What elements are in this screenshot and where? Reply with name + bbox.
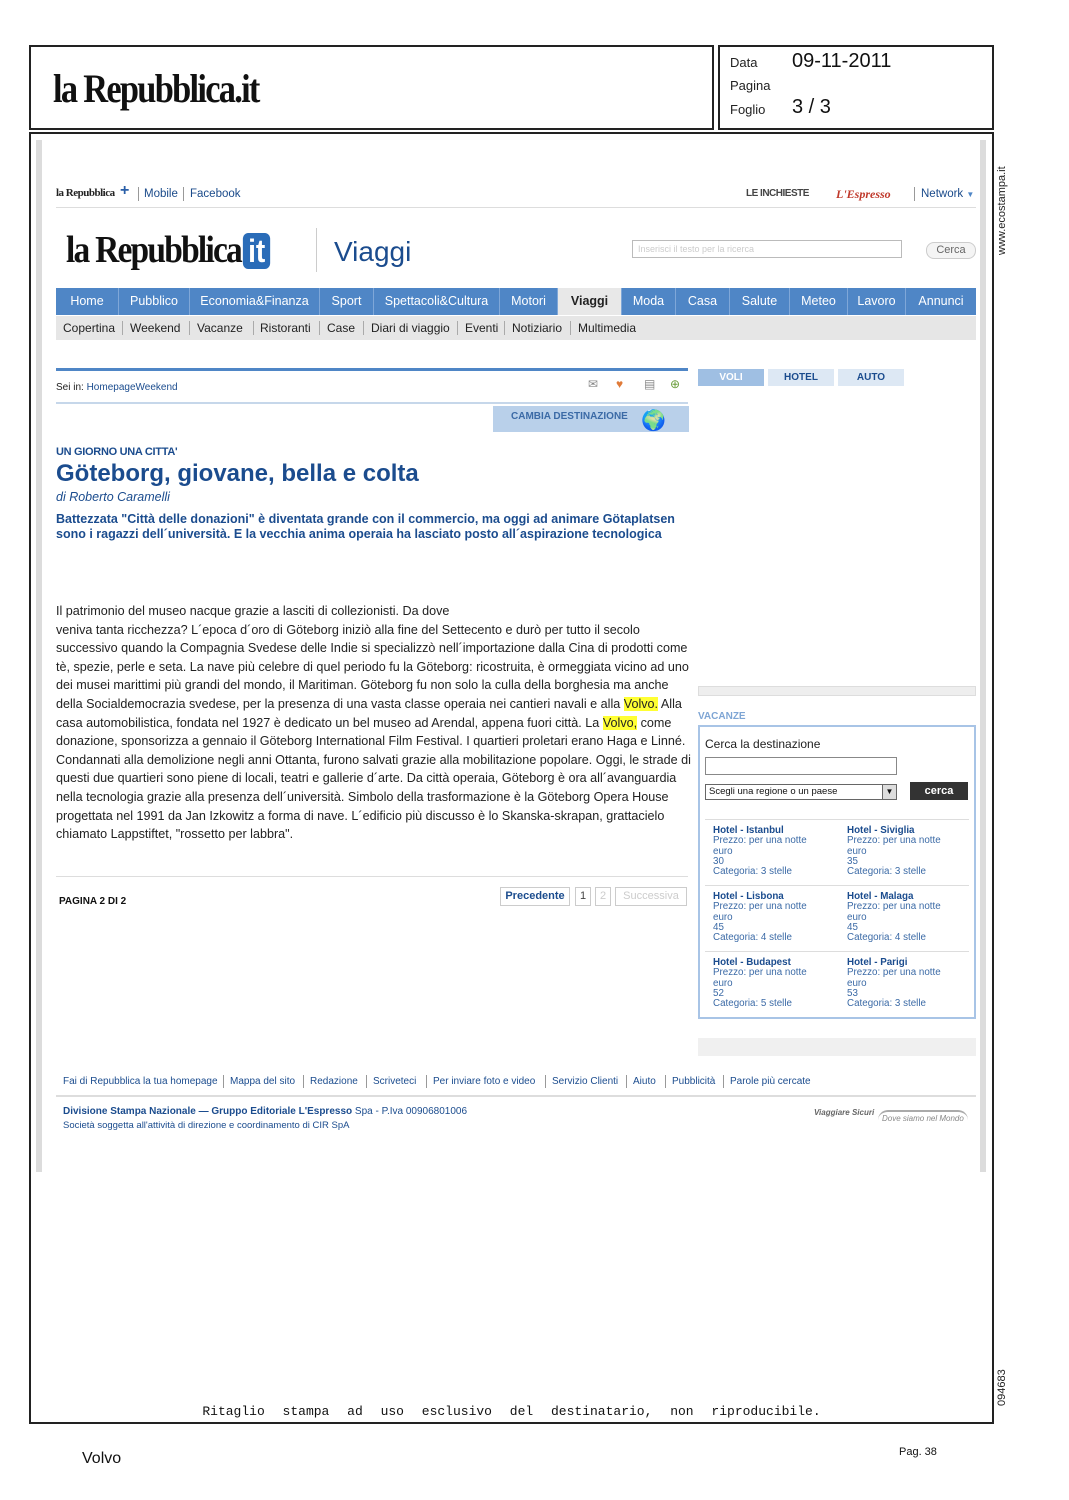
divider bbox=[705, 951, 969, 952]
footer-link-mappa[interactable]: Mappa del sito bbox=[230, 1076, 296, 1087]
separator bbox=[253, 321, 254, 335]
separator bbox=[223, 1075, 224, 1088]
tab-hotel[interactable]: HOTEL bbox=[768, 369, 834, 386]
inchieste-link[interactable]: LE INCHIESTE bbox=[746, 188, 809, 199]
separator bbox=[366, 1075, 367, 1088]
separator bbox=[183, 187, 184, 201]
separator bbox=[723, 1075, 724, 1088]
highlight-keyword: Volvo. bbox=[623, 696, 659, 711]
heart-icon[interactable]: ♥ bbox=[616, 377, 624, 391]
mini-logo[interactable]: la Repubblica bbox=[56, 187, 115, 199]
subnav-notiziario[interactable]: Notiziario bbox=[512, 321, 563, 335]
hotel-currency: euro bbox=[847, 911, 867, 923]
divider bbox=[705, 819, 969, 820]
hotel-category: Categoria: 3 stelle bbox=[713, 866, 792, 878]
vacanze-box bbox=[698, 725, 976, 1019]
separator bbox=[138, 187, 139, 201]
separator bbox=[914, 187, 915, 201]
hotel-price-label: Prezzo: per una notte bbox=[713, 901, 807, 913]
espresso-link[interactable]: L'Espresso bbox=[836, 187, 891, 201]
page-2-button[interactable]: 2 bbox=[595, 887, 611, 906]
meta-date-label: Data bbox=[730, 55, 758, 70]
article-body bbox=[56, 602, 696, 844]
separator bbox=[626, 1075, 627, 1088]
footer-division-name: Divisione Stampa Nazionale — Gruppo Editoriale L'Espresso bbox=[63, 1106, 353, 1117]
article-kicker: UN GIORNO UNA CITTA' bbox=[56, 446, 178, 458]
footer-page-number: Pag. 38 bbox=[899, 1446, 937, 1458]
nav-annunci[interactable]: Annunci bbox=[918, 294, 964, 308]
hotel-name: Hotel - Istanbul bbox=[713, 825, 784, 836]
hotel-card-istanbul[interactable] bbox=[713, 826, 838, 877]
main-nav bbox=[56, 288, 976, 315]
subnav-ristoranti[interactable]: Ristoranti bbox=[260, 321, 311, 335]
section-title: Viaggi bbox=[334, 236, 412, 267]
mail-icon[interactable]: ✉ bbox=[588, 377, 599, 391]
separator bbox=[504, 321, 505, 335]
divider bbox=[56, 207, 976, 208]
nav-economia[interactable]: Economia&Finanza bbox=[190, 288, 320, 315]
viaggiare-sicuri-logo[interactable]: Viaggiare Sicuri bbox=[814, 1108, 875, 1117]
subnav-multimedia[interactable]: Multimedia bbox=[578, 321, 637, 335]
hotel-name: Hotel - Lisbona bbox=[713, 891, 784, 902]
footer-link-aiuto[interactable]: Aiuto bbox=[633, 1076, 656, 1087]
subnav-case[interactable]: Case bbox=[327, 321, 356, 335]
nav-viaggi[interactable]: Viaggi bbox=[558, 288, 622, 315]
body-text-2: Alla casa automobilistica, fondata nel 1927 è dedicato un bel museo ad Arendal, appena fuori città. La bbox=[56, 696, 682, 730]
mobile-link[interactable]: Mobile bbox=[144, 188, 178, 200]
destination-label: Cerca la destinazione bbox=[705, 737, 821, 751]
hotel-category: Categoria: 4 stelle bbox=[847, 932, 926, 944]
nav-sport[interactable]: Sport bbox=[320, 288, 374, 315]
globe-icon: 🌍 bbox=[641, 410, 666, 432]
hotel-currency: euro bbox=[713, 911, 733, 923]
next-button[interactable]: Successiva bbox=[615, 887, 687, 906]
chevron-down-icon: ▼ bbox=[882, 785, 896, 799]
separator bbox=[457, 321, 458, 335]
hotel-price-label: Prezzo: per una notte bbox=[847, 967, 941, 979]
search-input[interactable]: Inserisci il testo per la ricerca bbox=[632, 240, 902, 258]
side-code bbox=[995, 1370, 1011, 1406]
hotel-name: Hotel - Budapest bbox=[713, 957, 791, 968]
webpage-screenshot bbox=[36, 140, 986, 1172]
footer-link-pubblicita[interactable]: Pubblicità bbox=[672, 1076, 716, 1087]
footer-link-scriveteci[interactable]: Scriveteci bbox=[373, 1076, 417, 1087]
hotel-price-label: Prezzo: per una notte bbox=[847, 901, 941, 913]
chevron-down-icon: ▼ bbox=[966, 190, 975, 199]
hotel-name: Hotel - Parigi bbox=[847, 957, 908, 968]
footer-keyword: Volvo bbox=[82, 1450, 122, 1467]
subnav-weekend[interactable]: Weekend bbox=[130, 321, 181, 335]
hotel-currency: euro bbox=[847, 845, 867, 857]
hotel-price: 45 bbox=[847, 921, 858, 933]
hotel-price-label: Prezzo: per una notte bbox=[847, 835, 941, 847]
breadcrumb-bar bbox=[56, 368, 688, 402]
change-destination-label: CAMBIA DESTINAZIONE bbox=[511, 411, 628, 422]
tab-voli[interactable]: VOLI bbox=[698, 369, 764, 386]
subnav-vacanze[interactable]: Vacanze bbox=[197, 321, 243, 335]
hotel-card-siviglia[interactable] bbox=[847, 826, 972, 877]
hotel-card-parigi[interactable] bbox=[847, 958, 972, 1009]
nav-casa[interactable]: Casa bbox=[676, 288, 730, 315]
body-text-1: veniva tanta ricchezza? L´epoca d´oro di Göteborg iniziò alla fine del Settecento e durò per tutto il secolo successivo quando la Compagnia Svedese delle Indie si specializzò nell´importazione dalla Cina di prodotti come tè, spezie, perle e seta. La nave più celebre di quel periodo fu la Göteborg: ricostruita, è ormeggiata vicino ad uno dei musei marittimi più grandi del mondo, il Maritiman. Göteborg fu non solo la culla della borghesia ma anche della Socialdemocrazia svedese, per la presenza di una vasta classe operaia nei cantieri navali e alla bbox=[56, 622, 689, 711]
footer-link-servizio[interactable]: Servizio Clienti bbox=[552, 1076, 619, 1087]
hotel-price-label: Prezzo: per una notte bbox=[713, 835, 807, 847]
footer-link-foto[interactable]: Per inviare foto e video bbox=[433, 1076, 536, 1087]
vacanze-title: VACANZE bbox=[698, 711, 746, 722]
hotel-card-malaga[interactable] bbox=[847, 892, 972, 943]
separator bbox=[665, 1075, 666, 1088]
breadcrumb-current[interactable]: Weekend bbox=[135, 382, 178, 393]
article-byline: di Roberto Caramelli bbox=[56, 490, 170, 504]
tab-auto[interactable]: AUTO bbox=[838, 369, 904, 386]
nav-home[interactable]: Home bbox=[56, 288, 119, 315]
side-code-text: 094683 bbox=[996, 1369, 1008, 1406]
separator bbox=[363, 321, 364, 335]
nav-lavoro[interactable]: Lavoro bbox=[848, 288, 906, 315]
divider bbox=[705, 885, 969, 886]
destination-input[interactable] bbox=[705, 757, 897, 775]
region-select-value: Scegli una regione o un paese bbox=[709, 786, 838, 797]
hotel-price: 45 bbox=[713, 921, 724, 933]
breadcrumb bbox=[56, 382, 178, 393]
network-label: Network bbox=[921, 188, 964, 200]
clipping-meta bbox=[718, 45, 994, 130]
hotel-price: 53 bbox=[847, 987, 858, 999]
change-destination-button[interactable] bbox=[493, 406, 689, 432]
hotel-currency: euro bbox=[713, 977, 733, 989]
hotel-name: Hotel - Siviglia bbox=[847, 825, 915, 836]
divider bbox=[56, 402, 688, 404]
print-icon[interactable]: ▤ bbox=[644, 377, 656, 391]
nav-motori[interactable]: Motori bbox=[500, 288, 558, 315]
reproduction-notice: Ritaglio stampa ad uso esclusivo del destinatario, non riproducibile. bbox=[202, 1404, 821, 1419]
prev-button[interactable]: Precedente bbox=[500, 887, 570, 906]
pagination-label: PAGINA 2 DI 2 bbox=[59, 896, 127, 907]
sub-nav bbox=[56, 316, 976, 340]
breadcrumb-home[interactable]: Homepage bbox=[86, 382, 136, 393]
network-menu[interactable] bbox=[921, 188, 974, 200]
nav-moda[interactable]: Moda bbox=[622, 288, 676, 315]
hotel-price-label: Prezzo: per una notte bbox=[713, 967, 807, 979]
dove-siamo-logo[interactable]: Dove siamo nel Mondo bbox=[878, 1110, 968, 1123]
hotel-category: Categoria: 3 stelle bbox=[847, 866, 926, 878]
hotel-category: Categoria: 4 stelle bbox=[713, 932, 792, 944]
footer-link-redazione[interactable]: Redazione bbox=[310, 1076, 358, 1087]
separator bbox=[545, 1075, 546, 1088]
body-line-1: Il patrimonio del museo nacque grazie a lasciti di collezionisti. Da dove bbox=[56, 604, 450, 618]
nav-spettacoli[interactable]: Spettacoli&Cultura bbox=[374, 288, 500, 315]
hotel-price: 30 bbox=[713, 855, 724, 867]
page-1-button[interactable]: 1 bbox=[575, 887, 591, 906]
site-logo-text: la Repubblica bbox=[66, 229, 242, 271]
sidebar-strip bbox=[698, 1038, 976, 1056]
footer-link-parole[interactable]: Parole più cercate bbox=[730, 1076, 811, 1087]
sidebar-strip bbox=[698, 686, 976, 696]
clipping-header bbox=[29, 45, 714, 130]
footer-society: Società soggetta all'attività di direzione e coordinamento di CIR SpA bbox=[63, 1120, 350, 1131]
separator bbox=[303, 1075, 304, 1088]
body-text-3: come donazione, sponsorizza a gennaio il Göteborg International Film Festival. I quartieri proletari erano Haga e Linné. Condannati alla demolizione negli anni Ottanta, furono salvati grazie alla mobilitazione popolare. Oggi, le strade di questi due quartieri sono piene di locali, teatri e gallerie d´arte. Da città operaia, Göteborg è ora all´avanguardia nella tecnologia grazie alla presenza dell´università. Simbolo della trasformazione è la Göteborg Opera House progettata nel 1991 da Jan Izkowitz a forma di nave. L´edificio più discusso è lo Skanska-skrapan, grattacielo chiamato Lappstiftet, "rossetto per labbra". bbox=[56, 715, 691, 842]
hotel-currency: euro bbox=[713, 845, 733, 857]
separator bbox=[426, 1075, 427, 1088]
region-select[interactable] bbox=[705, 784, 897, 800]
footer-vat: Spa - P.Iva 00906801006 bbox=[354, 1106, 468, 1117]
article-title: Göteborg, giovane, bella e colta bbox=[56, 460, 419, 487]
article-summary: Battezzata "Città delle donazioni" è diventata grande con il commercio, ma oggi ad animare Götaplatsen sono i ragazzi dell´università. E la vecchia anima operaia ha lasciato posto all´aspirazione tecnologica bbox=[56, 512, 675, 541]
nav-meteo[interactable]: Meteo bbox=[790, 288, 848, 315]
side-url bbox=[995, 145, 1011, 255]
separator bbox=[122, 321, 123, 335]
divider bbox=[56, 876, 688, 877]
footer-links bbox=[56, 1072, 976, 1092]
separator bbox=[570, 321, 571, 335]
meta-page-label: Pagina bbox=[730, 78, 771, 93]
plus-icon: + bbox=[120, 182, 130, 199]
hotel-currency: euro bbox=[847, 977, 867, 989]
meta-date-value: 09-11-2011 bbox=[792, 50, 892, 72]
top-bar bbox=[56, 184, 976, 206]
nav-pubblico[interactable]: Pubblico bbox=[119, 288, 190, 315]
divider bbox=[316, 228, 317, 272]
nav-salute[interactable]: Salute bbox=[730, 288, 790, 315]
hotel-price: 35 bbox=[847, 855, 858, 867]
meta-sheet-value: 3 / 3 bbox=[792, 96, 831, 118]
site-logo[interactable] bbox=[66, 228, 271, 272]
facebook-link[interactable]: Facebook bbox=[190, 188, 241, 200]
footer-division bbox=[63, 1106, 467, 1117]
newspaper-logo: la Repubblica.it bbox=[53, 66, 259, 111]
breadcrumb-prefix: Sei in: bbox=[56, 382, 84, 393]
subnav-copertina[interactable]: Copertina bbox=[63, 321, 116, 335]
highlight-keyword: Volvo, bbox=[602, 715, 638, 730]
side-url-text: www.ecostampa.it bbox=[996, 166, 1008, 255]
divider bbox=[56, 1095, 976, 1097]
footer-link-homepage[interactable]: Fai di Repubblica la tua homepage bbox=[63, 1076, 218, 1087]
hotel-name: Hotel - Malaga bbox=[847, 891, 914, 902]
hotel-card-lisbona[interactable] bbox=[713, 892, 838, 943]
plus-icon[interactable]: ⊕ bbox=[670, 377, 681, 391]
subnav-eventi[interactable]: Eventi bbox=[465, 321, 499, 335]
separator bbox=[319, 321, 320, 335]
search-destination-button[interactable]: cerca bbox=[910, 782, 968, 800]
separator bbox=[189, 321, 190, 335]
hotel-category: Categoria: 3 stelle bbox=[847, 998, 926, 1010]
search-button[interactable]: Cerca bbox=[926, 242, 976, 259]
hotel-price: 52 bbox=[713, 987, 724, 999]
site-logo-it: it bbox=[243, 233, 271, 269]
hotel-card-budapest[interactable] bbox=[713, 958, 838, 1009]
subnav-diari[interactable]: Diari di viaggio bbox=[371, 321, 450, 335]
meta-sheet-label: Foglio bbox=[730, 102, 766, 117]
hotel-category: Categoria: 5 stelle bbox=[713, 998, 792, 1010]
